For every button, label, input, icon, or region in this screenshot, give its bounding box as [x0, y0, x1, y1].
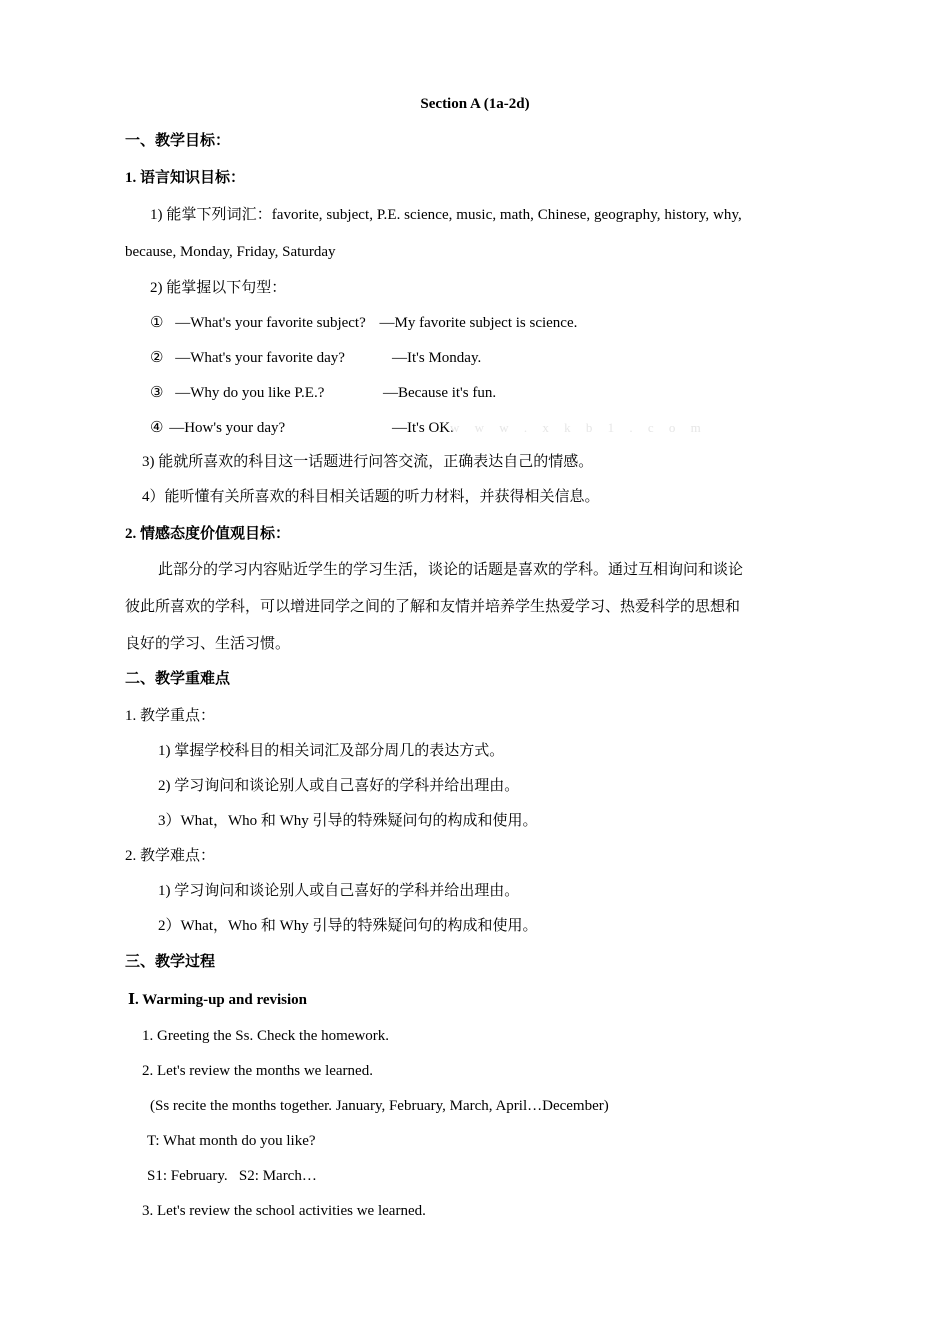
section-heading-objectives: 一、教学目标： — [125, 133, 231, 149]
watermark: w w w . x k b 1 . c o m — [450, 420, 707, 435]
subheading-emotion-goals: 2. 情感态度价值观目标： — [125, 526, 291, 542]
emotion-line-3: 良好的学习、生活习惯。 — [125, 636, 291, 652]
key-point-item: 1) 掌握学校科目的相关词汇及部分周几的表达方式。 — [158, 743, 505, 759]
emotion-line-2: 彼此所喜欢的学科，可以增进同学之间的了解和友情并培养学生热爱学习、热爱科学的思想和 — [125, 599, 741, 615]
pattern-question: —What's your favorite subject? — [175, 315, 366, 331]
pattern-question: —What's your favorite day? — [175, 350, 345, 366]
pattern-question: —How's your day? — [169, 420, 286, 436]
pattern-number: ③ — [150, 385, 164, 401]
page-title: Section A (1a-2d) — [420, 96, 530, 112]
key-point-item: 3）What，Who 和 Why 引导的特殊疑问句的构成和使用。 — [158, 813, 538, 829]
vocab-line-2: because, Monday, Friday, Saturday — [125, 244, 336, 260]
objective-item-4: 4）能听懂有关所喜欢的科目相关话题的听力材料，并获得相关信息。 — [142, 489, 600, 505]
pattern-number: ④ — [150, 420, 164, 436]
step-heading: Ⅰ. Warming-up and revision — [128, 992, 308, 1008]
key-points-label: 1. 教学重点： — [125, 708, 216, 724]
process-line: (Ss recite the months together. January, February, March, April…December) — [150, 1098, 609, 1114]
pattern-row — [150, 348, 482, 368]
pattern-answer: —It's OK. — [392, 420, 454, 436]
pattern-row — [150, 418, 454, 438]
section-heading-key-points: 二、教学重难点 — [125, 671, 231, 687]
process-line: S1: February. S2: March… — [147, 1168, 317, 1184]
pattern-answer: —It's Monday. — [392, 350, 482, 366]
process-line: 1. Greeting the Ss. Check the homework. — [142, 1028, 390, 1044]
pattern-answer: —Because it's fun. — [383, 385, 497, 401]
key-point-item: 2) 学习询问和谈论别人或自己喜好的学科并给出理由。 — [158, 778, 520, 794]
process-line: T: What month do you like? — [147, 1133, 316, 1149]
emotion-line-1: 此部分的学习内容贴近学生的学习生活，谈论的话题是喜欢的学科。通过互相询问和谈论 — [158, 562, 744, 578]
objective-item-3: 3) 能就所喜欢的科目这一话题进行问答交流，正确表达自己的情感。 — [142, 454, 594, 470]
process-line: 3. Let's review the school activities we learned. — [142, 1203, 426, 1219]
difficult-point-item: 2）What，Who 和 Why 引导的特殊疑问句的构成和使用。 — [158, 918, 538, 934]
difficult-points-label: 2. 教学难点： — [125, 848, 216, 864]
pattern-answer: —My favorite subject is science. — [379, 315, 578, 331]
section-heading-process: 三、教学过程 — [125, 954, 216, 970]
pattern-question: —Why do you like P.E.? — [175, 385, 325, 401]
pattern-row — [150, 383, 497, 403]
process-line: 2. Let's review the months we learned. — [142, 1063, 373, 1079]
pattern-row — [150, 313, 577, 333]
pattern-number: ① — [150, 315, 164, 331]
subheading-language-goals: 1. 语言知识目标： — [125, 170, 246, 186]
difficult-point-item: 1) 学习询问和谈论别人或自己喜好的学科并给出理由。 — [158, 883, 520, 899]
patterns-label: 2) 能掌握以下句型： — [150, 280, 287, 296]
vocab-line-1: 1) 能掌下列词汇：favorite, subject, P.E. science, music, math, Chinese, geography, history, why, — [150, 207, 742, 223]
pattern-number: ② — [150, 350, 164, 366]
